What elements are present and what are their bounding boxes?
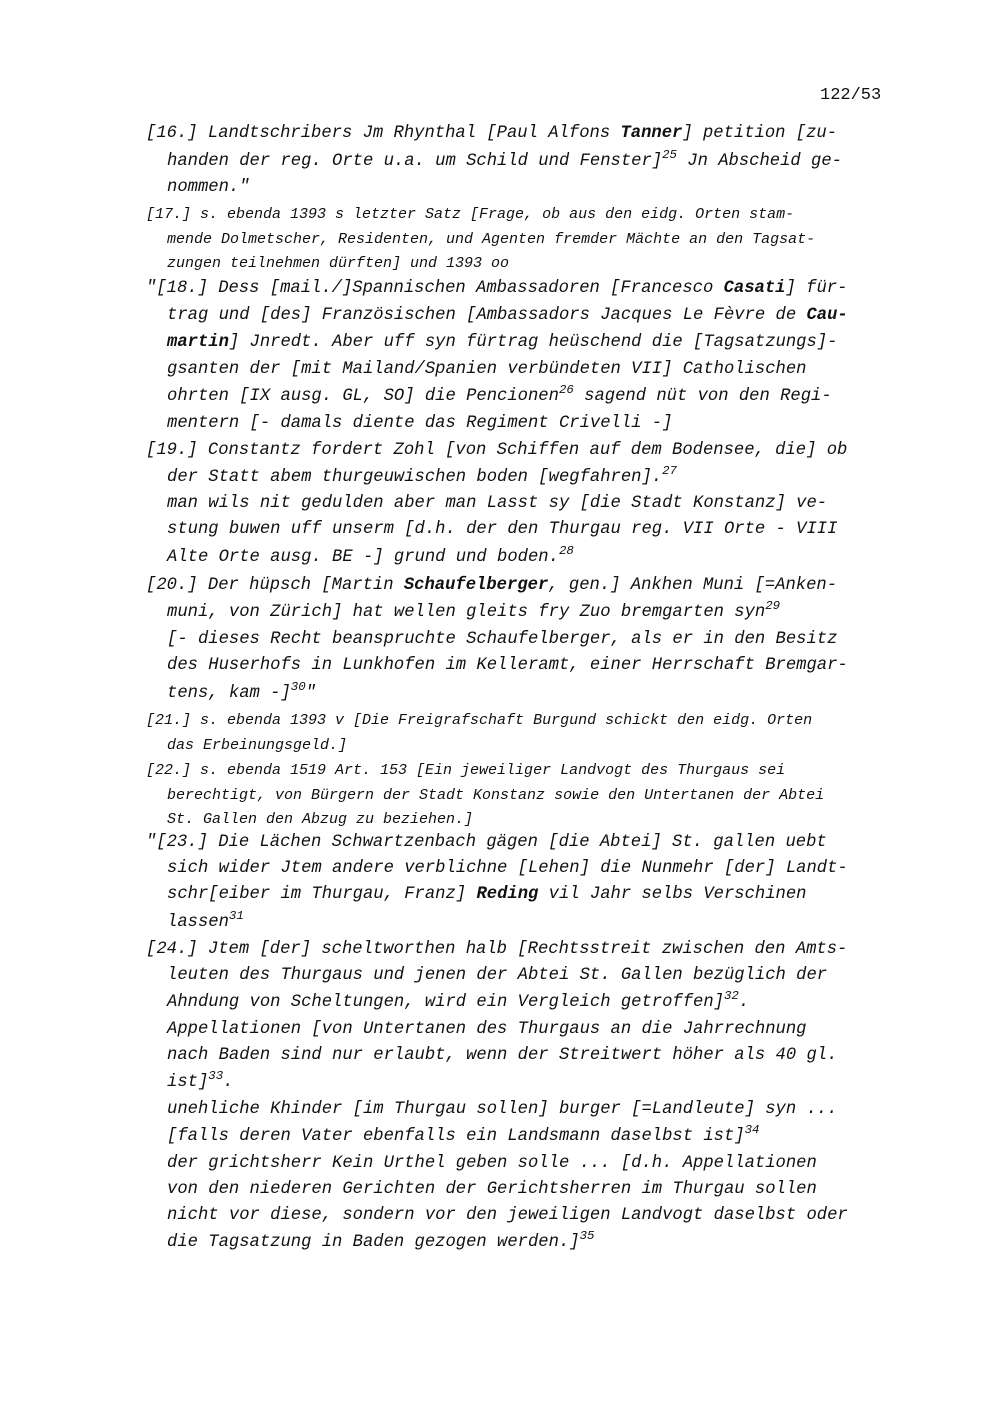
text-line (167, 1229, 595, 1252)
bold-name: Cau- (806, 306, 848, 325)
text-segment: [20.] Der hüpsch [Martin (146, 576, 404, 595)
text-segment: ] petition [zu- (682, 124, 838, 143)
text-segment: nicht vor diese, sondern vor den jeweiligen Landvogt daselbst oder (167, 1206, 848, 1225)
text-segment: die Tagsatzung in Baden gezogen werden.] (167, 1233, 580, 1252)
text-segment: vil Jahr selbs Verschinen (538, 885, 807, 904)
footnote-ref: 33 (208, 1069, 224, 1084)
text-segment: man wils nit gedulden aber man Lasst sy [die Stadt Konstanz] ve- (167, 494, 828, 513)
text-line (167, 148, 842, 171)
text-segment: lassen (167, 913, 229, 932)
text-segment: leuten des Thurgaus und jenen der Abtei St. Gallen bezüglich der (167, 966, 828, 985)
text-line (167, 178, 250, 197)
text-line (167, 255, 509, 272)
text-segment: [21.] s. ebenda 1393 v [Die Freigrafschaft Burgund schickt den eidg. Orten (146, 712, 813, 729)
footnote-ref: 27 (662, 464, 677, 479)
text-segment: ] für- (785, 279, 848, 298)
text-segment: [- dieses Recht beanspruchte Schaufelberger, als er in den Besitz (167, 630, 838, 649)
text-line (167, 859, 848, 878)
text-segment: "[23.] Die Lächen Schwartzenbach gägen [die Abtei] St. gallen uebt (146, 833, 827, 852)
text-line (167, 1046, 837, 1065)
text-segment: Jn Abscheid ge- (676, 152, 842, 171)
text-line (167, 630, 837, 649)
text-segment: zungen teilnehmen dürften] und 1393 oo (167, 255, 510, 272)
text-line (167, 231, 815, 248)
text-segment: . (223, 1073, 234, 1092)
footnote-ref: 28 (558, 544, 574, 559)
text-segment: Ahndung von Scheltungen, wird ein Vergleich getroffen] (167, 993, 724, 1012)
text-line (167, 333, 837, 352)
page-number: 122/53 (820, 86, 882, 105)
text-segment: "[18.] Dess [mail./]Spannischen Ambassadoren [Francesco (146, 279, 724, 298)
text-line (167, 414, 672, 433)
text-line (167, 1154, 817, 1173)
text-segment: von den niederen Gerichten der Gerichtsherren im Thurgau sollen (167, 1180, 817, 1199)
footnote-ref: 31 (228, 909, 244, 924)
text-line (167, 1069, 234, 1092)
footnote-ref: 32 (723, 989, 739, 1004)
bold-name: Schaufelberger (403, 576, 549, 595)
text-segment: muni, von Zürich] hat wellen gleits fry Zuo bremgarten syn (167, 603, 766, 622)
bold-name: Reding (476, 885, 539, 904)
text-line (167, 966, 827, 985)
text-line (146, 441, 847, 460)
text-line (167, 494, 827, 513)
footnote-ref: 30 (290, 680, 306, 695)
text-segment: " (305, 684, 316, 703)
text-line (167, 1123, 760, 1146)
footnote-ref: 34 (744, 1123, 760, 1138)
text-line (167, 885, 807, 904)
text-segment: ] Jnredt. Aber uff syn fürtrag heüschend die [Tagsatzungs]- (228, 333, 838, 352)
footnote-ref: 35 (579, 1229, 595, 1244)
footnote-ref: 25 (662, 148, 677, 163)
text-segment: unehliche Khinder [im Thurgau sollen] burger [=Landleute] syn ... (167, 1100, 838, 1119)
text-segment: handen der reg. Orte u.a. um Schild und Fenster] (167, 152, 663, 171)
text-line (146, 762, 785, 779)
text-line (167, 811, 473, 828)
text-line (167, 1206, 848, 1225)
text-line (167, 383, 832, 406)
text-segment: nommen." (167, 178, 250, 197)
text-line (146, 206, 794, 223)
footnote-ref: 29 (765, 599, 781, 614)
text-segment: trag und [des] Französischen [Ambassadors Jacques Le Fèvre de (167, 306, 807, 325)
text-line (146, 124, 837, 143)
text-line (167, 737, 347, 754)
bold-name: martin (167, 333, 229, 352)
text-segment: der grichtsherr Kein Urthel geben solle ... [d.h. Appellationen (167, 1154, 817, 1173)
text-segment: gsanten der [mit Mailand/Spanien verbündeten VII] Catholischen (167, 360, 807, 379)
text-segment: nach Baden sind nur erlaubt, wenn der Streitwert höher als 40 gl. (167, 1046, 838, 1065)
text-segment: ohrten [IX ausg. GL, SO] die Pencionen (167, 387, 559, 406)
text-segment: [falls deren Vater ebenfalls ein Landsmann daselbst ist] (167, 1127, 745, 1146)
footnote-ref: 26 (558, 383, 574, 398)
text-line (167, 360, 806, 379)
text-segment: [16.] Landtschribers Jm Rhynthal [Paul Alfons (146, 124, 621, 143)
text-segment: tens, kam -] (167, 684, 291, 703)
bold-name: Casati (723, 279, 786, 298)
text-line (146, 576, 837, 595)
text-line (146, 279, 847, 298)
text-line (146, 712, 812, 729)
text-segment: stung buwen uff unserm [d.h. der den Thurgau reg. VII Orte - VIII (167, 520, 838, 539)
text-line (167, 599, 781, 622)
text-segment: ist] (167, 1073, 209, 1092)
text-segment: mentern [- damals diente das Regiment Crivelli -] (167, 414, 673, 433)
text-segment: mende Dolmetscher, Residenten, und Agenten fremder Mächte an den Tagsat- (167, 231, 816, 248)
text-segment: [22.] s. ebenda 1519 Art. 153 [Ein jeweiliger Landvogt des Thurgaus sei (146, 762, 786, 779)
text-segment: , gen.] Ankhen Muni [=Anken- (548, 576, 838, 595)
text-line (167, 909, 244, 932)
text-line (167, 464, 677, 487)
text-line (167, 1180, 817, 1199)
text-segment: das Erbeinungsgeld.] (167, 737, 348, 754)
text-segment: der Statt abem thurgeuwischen boden [wegfahren]. (167, 468, 663, 487)
text-line (167, 1020, 806, 1039)
text-segment: sich wider Jtem andere verblichne [Lehen] die Nunmehr [der] Landt- (167, 859, 848, 878)
text-line (167, 306, 848, 325)
bold-name: Tanner (620, 124, 683, 143)
text-line (167, 656, 848, 675)
text-line (146, 940, 847, 959)
text-line (167, 520, 837, 539)
text-segment: Alte Orte ausg. BE -] grund und boden. (167, 548, 559, 567)
text-segment: [17.] s. ebenda 1393 s letzter Satz [Frage, ob aus den eidg. Orten stam- (146, 206, 795, 223)
text-line (167, 1100, 837, 1119)
text-segment: des Huserhofs in Lunkhofen im Kelleramt, einer Herrschaft Bremgar- (167, 656, 848, 675)
text-segment: Appellationen [von Untertanen des Thurgaus an die Jahrrechnung (167, 1020, 807, 1039)
text-segment: [19.] Constantz fordert Zohl [von Schiffen auf dem Bodensee, die] ob (146, 441, 848, 460)
text-segment: berechtigt, von Bürgern der Stadt Konstanz sowie den Untertanen der Abtei (167, 787, 825, 804)
text-segment: schr[eiber im Thurgau, Franz] (167, 885, 477, 904)
text-line (167, 544, 574, 567)
text-line (167, 680, 316, 703)
text-line (167, 989, 750, 1012)
text-segment: [24.] Jtem [der] scheltworthen halb [Rechtsstreit zwischen den Amts- (146, 940, 848, 959)
text-line (167, 787, 824, 804)
text-line (146, 833, 827, 852)
text-segment: sagend nüt von den Regi- (573, 387, 832, 406)
text-segment: St. Gallen den Abzug zu beziehen.] (167, 811, 474, 828)
text-segment: . (738, 993, 750, 1012)
